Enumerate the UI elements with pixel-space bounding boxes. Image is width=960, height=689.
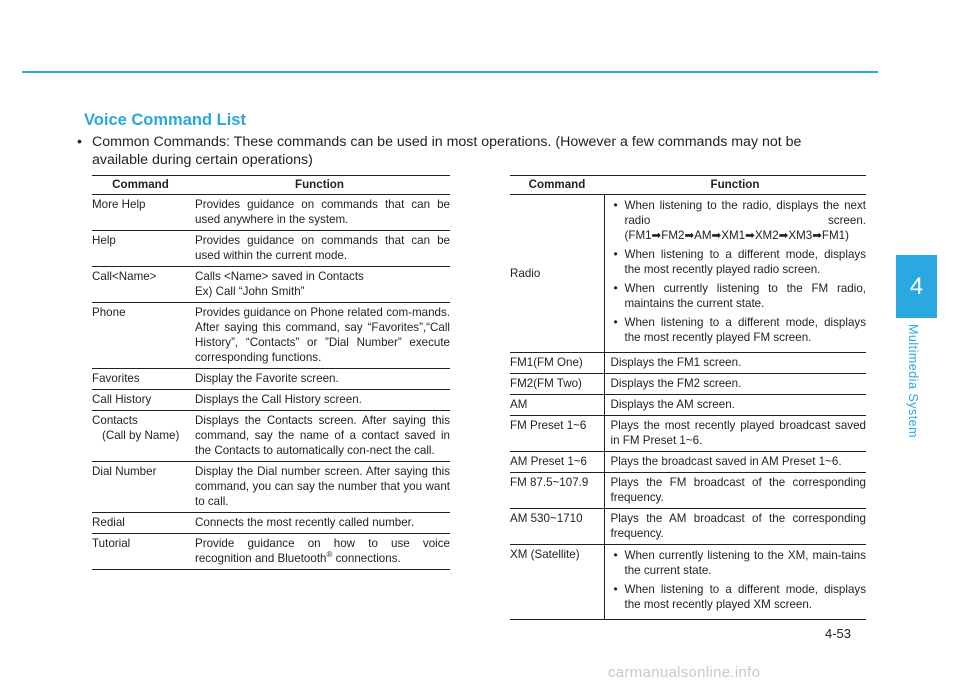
command-cell: Dial Number <box>92 462 189 513</box>
table-row <box>92 390 450 411</box>
command-cell: Call<Name> <box>92 267 189 303</box>
registered-mark: ® <box>326 550 333 560</box>
command-cell: XM (Satellite) <box>510 545 604 620</box>
command-cell <box>92 411 189 462</box>
command-cell: FM2(FM Two) <box>510 374 604 395</box>
function-bullet: • When currently listening to the FM radio, maintains the current state. <box>611 281 867 311</box>
command-subtext: (Call by Name) <box>102 429 180 442</box>
command-cell: Help <box>92 231 189 267</box>
intro-line-1: Common Commands: These commands can be used in most operations. (However a few commands may not be <box>92 134 802 150</box>
intro-paragraph <box>77 133 877 169</box>
function-bullet: • When listening to the radio, displays the next radio screen. (FM1➡FM2➡AM➡XM1➡XM2➡XM3➡FM1) <box>611 198 867 243</box>
table-row <box>92 462 450 513</box>
table-row <box>92 195 450 231</box>
intro-line-2: available during certain operations) <box>92 152 313 168</box>
watermark: carmanualsonline.info <box>608 664 761 681</box>
function-cell <box>189 534 450 570</box>
command-cell: AM 530~1710 <box>510 509 604 545</box>
function-cell: Plays the broadcast saved in AM Preset 1~6. <box>604 452 866 473</box>
function-bullet-list <box>611 198 867 345</box>
table-row <box>92 513 450 534</box>
command-cell: Radio <box>510 195 604 353</box>
function-cell: Provides guidance on commands that can be used anywhere in the system. <box>189 195 450 231</box>
table-row <box>510 416 866 452</box>
function-cell: Provides guidance on Phone related com-mands. After saying this command, say “Favorites”,“Call History”, “Contacts” or ”Dial Number” execute corresponding functions. <box>189 303 450 369</box>
function-cell: Displays the FM1 screen. <box>604 353 866 374</box>
table-row <box>92 267 450 303</box>
command-cell: Redial <box>92 513 189 534</box>
table-row <box>510 473 866 509</box>
function-line: Calls <Name> saved in Contacts <box>195 270 364 283</box>
chapter-label <box>898 318 928 444</box>
command-cell: FM 87.5~107.9 <box>510 473 604 509</box>
command-cell: FM Preset 1~6 <box>510 416 604 452</box>
function-text: Provide guidance on how to use voice recognition and Bluetooth <box>195 537 450 565</box>
top-rule <box>22 71 878 73</box>
function-cell <box>604 195 866 353</box>
function-cell: Display the Dial number screen. After saying this command, you can say the number that you want to call. <box>189 462 450 513</box>
table-header-row <box>510 176 866 195</box>
table-header-row <box>92 176 450 195</box>
function-bullet-list <box>611 548 867 612</box>
table-row <box>510 545 866 620</box>
command-cell: Call History <box>92 390 189 411</box>
page-number: 4-53 <box>825 626 852 641</box>
table-row <box>510 374 866 395</box>
function-cell: Displays the FM2 screen. <box>604 374 866 395</box>
radio-commands-table <box>510 175 866 620</box>
column-header-command: Command <box>92 176 189 195</box>
function-cell <box>189 267 450 303</box>
common-commands-table <box>92 175 450 570</box>
command-cell: Tutorial <box>92 534 189 570</box>
command-cell: Phone <box>92 303 189 369</box>
function-cell: Plays the most recently played broadcast saved in FM Preset 1~6. <box>604 416 866 452</box>
function-cell: Plays the FM broadcast of the corresponding frequency. <box>604 473 866 509</box>
function-cell <box>604 545 866 620</box>
command-cell: More Help <box>92 195 189 231</box>
function-cell: Displays the Call History screen. <box>189 390 450 411</box>
section-title: Voice Command List <box>84 111 246 129</box>
function-bullet: • When listening to a different mode, displays the most recently played FM screen. <box>611 315 867 345</box>
column-header-command: Command <box>510 176 604 195</box>
function-bullet: • When currently listening to the XM, main-tains the current state. <box>611 548 867 578</box>
chapter-tab: 4 <box>896 255 937 318</box>
table-row <box>510 452 866 473</box>
command-cell: AM Preset 1~6 <box>510 452 604 473</box>
chapter-label-text: Multimedia System <box>906 323 920 439</box>
function-line: Ex) Call “John Smith” <box>195 285 305 298</box>
table-row <box>92 369 450 390</box>
function-cell: Plays the AM broadcast of the corresponding frequency. <box>604 509 866 545</box>
command-cell: AM <box>510 395 604 416</box>
function-cell: Displays the Contacts screen. After saying this command, say the name of a contact saved in the Contacts to automatically con-nect the call. <box>189 411 450 462</box>
command-cell: FM1(FM One) <box>510 353 604 374</box>
table-row <box>510 509 866 545</box>
bullet-icon: • <box>77 134 82 150</box>
table-row <box>92 534 450 570</box>
table-row <box>92 411 450 462</box>
column-header-function: Function <box>189 176 450 195</box>
table-row <box>92 231 450 267</box>
command-cell: Favorites <box>92 369 189 390</box>
column-header-function: Function <box>604 176 866 195</box>
function-bullet: • When listening to a different mode, displays the most recently played XM screen. <box>611 582 867 612</box>
function-bullet: • When listening to a different mode, displays the most recently played radio screen. <box>611 247 867 277</box>
table-row <box>510 353 866 374</box>
function-cell: Displays the AM screen. <box>604 395 866 416</box>
function-cell: Connects the most recently called number. <box>189 513 450 534</box>
table-row <box>510 195 866 353</box>
function-cell: Display the Favorite screen. <box>189 369 450 390</box>
function-cell: Provides guidance on commands that can be used within the current mode. <box>189 231 450 267</box>
function-text-end: connections. <box>332 552 401 565</box>
table-row <box>92 303 450 369</box>
command-text: Contacts <box>92 414 138 427</box>
table-row <box>510 395 866 416</box>
